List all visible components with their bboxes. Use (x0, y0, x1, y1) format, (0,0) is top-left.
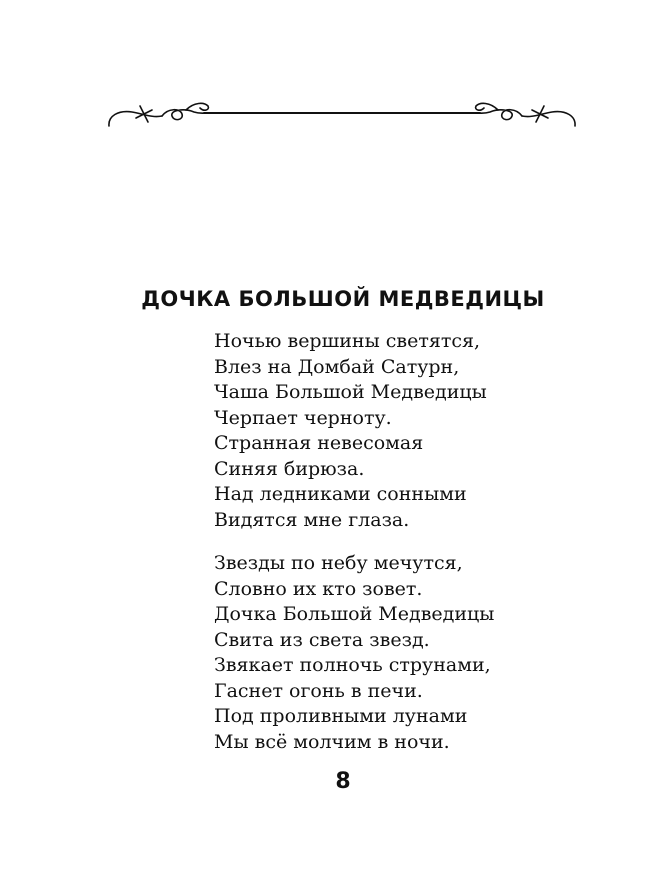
decorative-divider-ornament (104, 96, 580, 132)
poem-line: Свита из света звезд. (214, 628, 430, 651)
poem-line: Под проливными лунами (214, 705, 468, 727)
poem-line: Странная невесомая (214, 432, 424, 454)
poem-line: Гаснет огонь в печи. (214, 679, 423, 702)
page-number: 8 (335, 769, 351, 794)
poem-title: ДОЧКА БОЛЬШОЙ МЕДВЕДИЦЫ (141, 287, 545, 311)
poem-line: Ночью вершины светятся, (214, 330, 481, 352)
poem-line: Черпает черноту. (214, 406, 392, 429)
poem-line: Звякает полночь струнами, (214, 654, 491, 676)
poem-line: Синяя бирюза. (214, 457, 365, 480)
poem-line: Над ледниками сонными (214, 483, 467, 505)
poem-line: Звезды по небу мечутся, (214, 552, 463, 574)
stanza-1 (214, 329, 487, 533)
stanza-2 (214, 551, 494, 755)
poem-line: Мы всё молчим в ночи. (214, 730, 450, 753)
poem-line: Видятся мне глаза. (214, 508, 410, 531)
poem-line: Словно их кто зовет. (214, 577, 423, 600)
poem-line: Чаша Большой Медведицы (214, 381, 487, 403)
poem-line: Влез на Домбай Сатурн, (214, 355, 460, 378)
poem-line: Дочка Большой Медведицы (214, 603, 495, 625)
